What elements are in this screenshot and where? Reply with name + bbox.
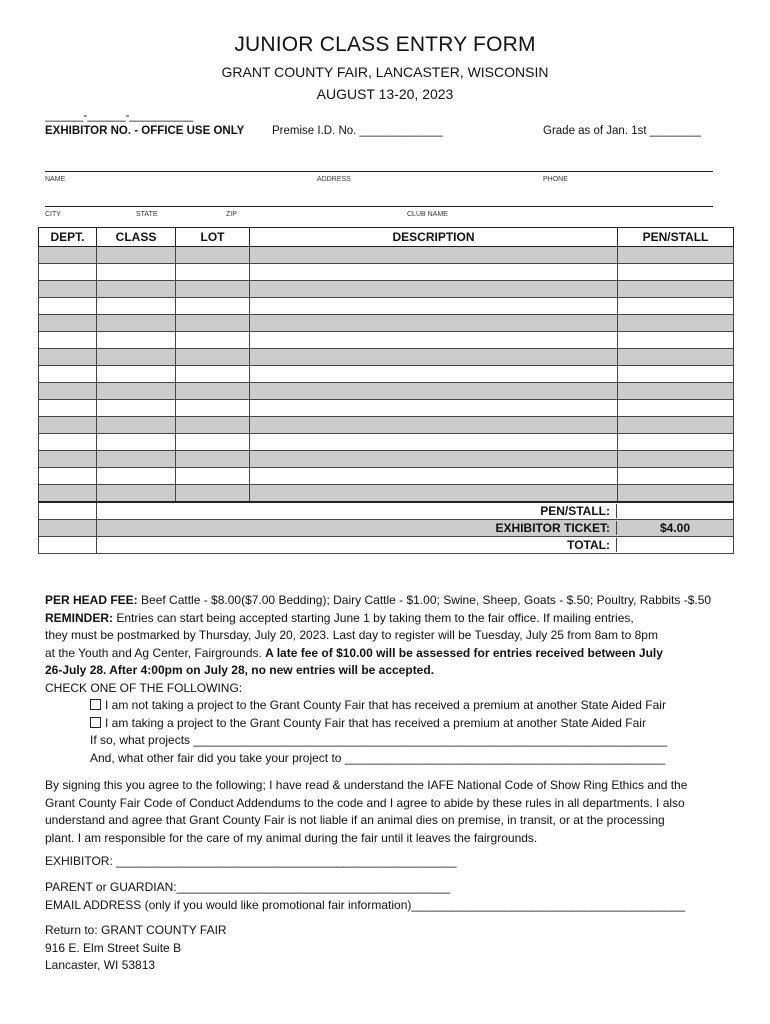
per-head-fee-label: PER HEAD FEE: [45, 593, 138, 607]
lot-cell[interactable] [176, 434, 250, 451]
agreement-line: Grant County Fair Code of Conduct Addendums to the code and I agree to abide by these rules in all departments. I also [45, 795, 685, 810]
description-cell[interactable] [250, 298, 618, 315]
dept-cell[interactable] [39, 434, 97, 451]
lot-cell[interactable] [176, 400, 250, 417]
club-name-label: CLUB NAME [407, 211, 448, 218]
city-label: CITY [45, 211, 61, 218]
totals-row [39, 537, 734, 554]
dept-cell[interactable] [39, 298, 97, 315]
totals-blank-cell [39, 520, 97, 537]
parent-signature-field[interactable]: PARENT or GUARDIAN:_________________________________________ [45, 880, 451, 894]
reminder [45, 610, 735, 628]
lot-cell[interactable] [176, 485, 250, 503]
exhibitor-no-label: EXHIBITOR NO. - OFFICE USE ONLY [45, 125, 245, 137]
exhibitor-no-field[interactable]: ______-______-__________ [45, 110, 194, 122]
return-line: Lancaster, WI 53813 [45, 958, 156, 972]
class-cell[interactable] [97, 315, 176, 332]
lot-cell[interactable] [176, 281, 250, 298]
exhibitor-signature-field[interactable]: EXHIBITOR: ___________________________________________________ [45, 854, 457, 868]
lot-cell[interactable] [176, 247, 250, 264]
return-address [45, 922, 735, 975]
reminder-line [45, 645, 735, 663]
pen-stall-cell[interactable] [618, 332, 734, 349]
agreement-section [45, 777, 735, 847]
option-taking [45, 715, 735, 733]
pen-stall-cell[interactable] [618, 298, 734, 315]
pen-stall-cell[interactable] [618, 247, 734, 264]
late-fee-notice: 26-July 28. After 4:00pm on July 28, no new entries will be accepted. [45, 663, 435, 677]
table-row [39, 468, 734, 485]
pen-stall-cell[interactable] [618, 366, 734, 383]
description-cell[interactable] [250, 485, 618, 503]
entries-table [38, 227, 734, 554]
dept-cell[interactable] [39, 451, 97, 468]
description-cell[interactable] [250, 349, 618, 366]
lot-cell[interactable] [176, 468, 250, 485]
pen-stall-cell[interactable] [618, 400, 734, 417]
other-fair-field[interactable]: And, what other fair did you take your project to ________________________________________________ [90, 750, 666, 765]
totals-blank-cell [39, 537, 97, 554]
description-cell[interactable] [250, 281, 618, 298]
state-label: STATE [136, 211, 158, 218]
class-cell[interactable] [97, 451, 176, 468]
city-state-zip-club-line[interactable] [45, 206, 713, 207]
grand-total-value[interactable] [617, 538, 733, 552]
totals-row [39, 520, 734, 537]
description-cell[interactable] [250, 400, 618, 417]
per-head-fee [45, 592, 735, 610]
lot-cell[interactable] [176, 417, 250, 434]
col-description-header: DESCRIPTION [250, 228, 618, 247]
table-row [39, 400, 734, 417]
description-cell[interactable] [250, 468, 618, 485]
premise-id-field[interactable]: Premise I.D. No. _____________ [272, 125, 443, 137]
pen-stall-cell[interactable] [618, 349, 734, 366]
fair-name: GRANT COUNTY FAIR, LANCASTER, WISCONSIN [221, 64, 549, 80]
col-class-header: CLASS [97, 228, 176, 247]
table-row [39, 281, 734, 298]
dept-cell[interactable] [39, 332, 97, 349]
checkbox-taking[interactable] [90, 717, 101, 728]
pen-stall-cell[interactable] [618, 417, 734, 434]
class-cell[interactable] [97, 366, 176, 383]
class-cell[interactable] [97, 400, 176, 417]
description-cell[interactable] [250, 434, 618, 451]
dept-cell[interactable] [39, 417, 97, 434]
class-cell[interactable] [97, 281, 176, 298]
description-cell[interactable] [250, 315, 618, 332]
agreement-line: plant. I am responsible for the care of my animal during the fair until it leaves the fairgrounds. [45, 830, 538, 845]
description-cell[interactable] [250, 264, 618, 281]
table-row [39, 383, 734, 400]
pen-stall-cell[interactable] [618, 281, 734, 298]
name-label: NAME [45, 176, 66, 183]
class-cell[interactable] [97, 434, 176, 451]
dept-cell[interactable] [39, 400, 97, 417]
class-cell[interactable] [97, 298, 176, 315]
dept-cell[interactable] [39, 264, 97, 281]
lot-cell[interactable] [176, 383, 250, 400]
pen-stall-cell[interactable] [618, 383, 734, 400]
lot-cell[interactable] [176, 451, 250, 468]
class-cell[interactable] [97, 468, 176, 485]
pen-stall-cell[interactable] [618, 468, 734, 485]
lot-cell[interactable] [176, 264, 250, 281]
table-row [39, 264, 734, 281]
pen-stall-cell[interactable] [618, 264, 734, 281]
name-address-phone-line[interactable] [45, 171, 713, 172]
table-row [39, 434, 734, 451]
fees-section [45, 592, 735, 767]
reminder-label: REMINDER: [45, 610, 113, 625]
return-line: 916 E. Elm Street Suite B [45, 940, 182, 955]
late-fee-notice: A late fee of $10.00 will be assessed for entries received between July [265, 645, 663, 660]
option-not-taking [45, 697, 735, 715]
return-line: Return to: GRANT COUNTY FAIR [45, 923, 227, 937]
lot-cell[interactable] [176, 298, 250, 315]
table-row [39, 366, 734, 383]
per-head-fee-text: Beef Cattle - $8.00($7.00 Bedding); Dairy Cattle - $1.00; Swine, Sheep, Goats - $.50; Poultry, Rabbits -$.50 [137, 593, 712, 607]
dept-cell[interactable] [39, 485, 97, 503]
class-cell[interactable] [97, 383, 176, 400]
pen-stall-cell[interactable] [618, 485, 734, 503]
exhibitor-ticket-label: EXHIBITOR TICKET: [97, 521, 617, 535]
grand-total-label: TOTAL: [97, 538, 617, 552]
table-row [39, 315, 734, 332]
description-cell[interactable] [250, 332, 618, 349]
dept-cell[interactable] [39, 281, 97, 298]
class-cell[interactable] [97, 417, 176, 434]
lot-cell[interactable] [176, 349, 250, 366]
class-cell[interactable] [97, 485, 176, 503]
dept-cell[interactable] [39, 383, 97, 400]
class-cell[interactable] [97, 264, 176, 281]
fair-dates: AUGUST 13-20, 2023 [316, 86, 454, 102]
table-row [39, 349, 734, 366]
table-row [39, 417, 734, 434]
dept-cell[interactable] [39, 366, 97, 383]
table-row [39, 332, 734, 349]
totals-section [39, 502, 734, 554]
grade-field[interactable]: Grade as of Jan. 1st ________ [543, 125, 701, 137]
projects-field[interactable]: If so, what projects _______________________________________________________________________ [90, 733, 668, 747]
col-pen-stall-header: PEN/STALL [618, 228, 734, 247]
address-label: ADDRESS [317, 176, 351, 183]
option-not-taking-label: I am not taking a project to the Grant County Fair that has received a premium at another State Aided Fair [105, 698, 666, 712]
pen-stall-total-value[interactable] [617, 504, 733, 518]
class-cell[interactable] [97, 349, 176, 366]
table-row [39, 298, 734, 315]
description-cell[interactable] [250, 451, 618, 468]
checkbox-not-taking[interactable] [90, 699, 101, 710]
description-cell[interactable] [250, 366, 618, 383]
pen-stall-cell[interactable] [618, 451, 734, 468]
lot-cell[interactable] [176, 315, 250, 332]
zip-label: ZIP [226, 211, 237, 218]
description-cell[interactable] [250, 383, 618, 400]
reminder-line-text: at the Youth and Ag Center, Fairgrounds. [45, 645, 266, 660]
table-header-row [39, 228, 734, 247]
dept-cell[interactable] [39, 247, 97, 264]
description-cell[interactable] [250, 417, 618, 434]
check-heading: CHECK ONE OF THE FOLLOWING: [45, 680, 243, 695]
pen-stall-cell[interactable] [618, 315, 734, 332]
option-taking-label: I am taking a project to the Grant County Fair that has received a premium at another State Aided Fair [105, 715, 646, 730]
totals-row [39, 502, 734, 520]
lot-cell[interactable] [176, 332, 250, 349]
table-row [39, 247, 734, 264]
reminder-line: they must be postmarked by Thursday, July 20, 2023. Last day to register will be Tuesday, July 25 from 8am to 8pm [45, 628, 658, 642]
dept-cell[interactable] [39, 468, 97, 485]
dept-cell[interactable] [39, 349, 97, 366]
class-cell[interactable] [97, 332, 176, 349]
class-cell[interactable] [97, 247, 176, 264]
agreement-line: understand and agree that Grant County Fair is not liable if an animal dies on premise, in transit, or at the processing [45, 813, 665, 827]
exhibitor-ticket-value: $4.00 [659, 521, 691, 535]
description-cell[interactable] [250, 247, 618, 264]
lot-cell[interactable] [176, 366, 250, 383]
phone-label: PHONE [543, 176, 568, 183]
agreement-line: By signing this you agree to the following; I have read & understand the IAFE National Code of Show Ring Ethics and the [45, 778, 688, 792]
dept-cell[interactable] [39, 315, 97, 332]
email-field[interactable]: EMAIL ADDRESS (only if you would like promotional fair information)_________________________________________ [45, 898, 685, 912]
reminder-text: Entries can start being accepted starting June 1 by taking them to the fair office. If mailing entries, [113, 610, 634, 625]
col-dept-header: DEPT. [39, 228, 97, 247]
form-title: JUNIOR CLASS ENTRY FORM [234, 33, 536, 56]
entry-rows [39, 247, 734, 503]
totals-blank-cell [39, 502, 97, 520]
pen-stall-cell[interactable] [618, 434, 734, 451]
col-lot-header: LOT [176, 228, 250, 247]
pen-stall-total-label: PEN/STALL: [97, 504, 617, 518]
table-row [39, 451, 734, 468]
table-row [39, 485, 734, 503]
